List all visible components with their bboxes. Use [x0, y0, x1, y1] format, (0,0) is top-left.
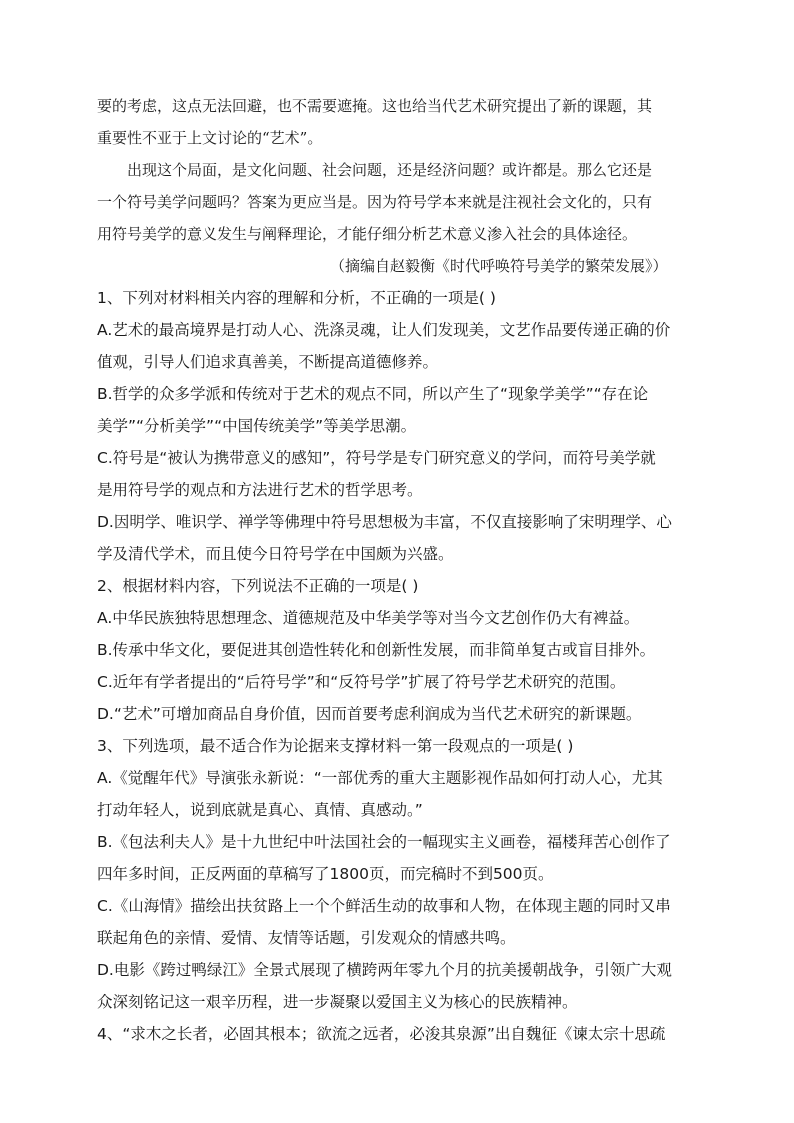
- question-stem-1: 1、下列对材料相关内容的理解和分析，不正确的一项是( ): [97, 289, 496, 307]
- option-1c: C.符号是“被认为携带意义的感知”，符号学是专门研究意义的学问，而符号美学就: [97, 449, 656, 467]
- option-2d: D.“艺术”可增加商品自身价值，因而首要考虑利润成为当代艺术研究的新课题。: [97, 705, 642, 723]
- option-1b: 美学”“分析美学”“中国传统美学”等美学思潮。: [97, 417, 417, 435]
- question-stem-2: 2、根据材料内容，下列说法不正确的一项是( ): [97, 577, 419, 595]
- option-2c: C.近年有学者提出的“后符号学”和“反符号学”扩展了符号学艺术研究的范围。: [97, 673, 626, 691]
- option-1a: 值观，引导人们追求真善美，不断提高道德修养。: [97, 353, 439, 371]
- option-3b: B.《包法利夫人》是十九世纪中叶法国社会的一幅现实主义画卷，福楼拜苦心创作了: [97, 833, 671, 851]
- question-stem-3: 3、下列选项，最不适合作为论据来支撑材料一第一段观点的一项是( ): [97, 737, 574, 755]
- option-1a: A.艺术的最高境界是打动人心、洗涤灵魂，让人们发现美，文艺作品要传递正确的价: [97, 321, 671, 339]
- option-3d: D.电影《跨过鸭绿江》全景式展现了横跨两年零九个月的抗美援朝战争，引领广大观: [97, 961, 672, 979]
- option-1b: B.哲学的众多学派和传统对于艺术的观点不同，所以产生了“现象学美学”“存在论: [97, 385, 649, 403]
- passage-line: 要的考虑，这点无法回避，也不需要遮掩。这也给当代艺术研究提出了新的课题，其: [97, 97, 653, 115]
- option-3d: 众深刻铭记这一艰辛历程，进一步凝聚以爱国主义为核心的民族精神。: [97, 993, 578, 1011]
- option-3b: 四年多时间，正反两面的草稿写了1800页，而完稿时不到500页。: [97, 865, 554, 883]
- option-3c: C.《山海情》描绘出扶贫路上一个个鲜活生动的故事和人物，在体现主题的同时又串: [97, 897, 671, 915]
- passage-line: 重要性不亚于上文讨论的“艺术”。: [97, 129, 323, 147]
- passage-line: 用符号美学的意义发生与阐释理论，才能仔细分析艺术意义渗入社会的具体途径。: [97, 225, 638, 243]
- option-2a: A.中华民族独特思想理念、道德规范及中华美学等对当今文艺创作仍大有裨益。: [97, 609, 640, 627]
- option-1d: D.因明学、唯识学、禅学等佛理中符号思想极为丰富，不仅直接影响了宋明理学、心: [97, 513, 672, 531]
- passage-line: 一个符号美学问题吗？答案为更应当是。因为符号学本来就是注视社会文化的，只有: [97, 193, 653, 211]
- option-2b: B.传承中华文化，要促进其创造性转化和创新性发展，而非简单复古或盲目排外。: [97, 641, 656, 659]
- option-3a: A.《觉醒年代》导演张永新说：“一部优秀的重大主题影视作品如何打动人心，尤其: [97, 769, 663, 787]
- option-3c: 联起角色的亲情、爱情、友情等话题，引发观众的情感共鸣。: [97, 929, 516, 947]
- passage-source: （摘编自赵毅衡《时代呼唤符号美学的繁荣发展》）: [330, 257, 668, 275]
- option-1c: 是用符号学的观点和方法进行艺术的哲学思考。: [97, 481, 423, 499]
- question-stem-4: 4、“求木之长者，必固其根本；欲流之远者，必浚其泉源”出自魏征《谏太宗十思疏: [97, 1025, 666, 1043]
- option-3a: 打动年轻人，说到底就是真心、真情、真感动。”: [97, 801, 423, 819]
- option-1d: 学及清代学术，而且使今日符号学在中国颇为兴盛。: [97, 545, 454, 563]
- passage-line: 出现这个局面，是文化问题、社会问题，还是经济问题？或许都是。那么它还是: [127, 161, 653, 179]
